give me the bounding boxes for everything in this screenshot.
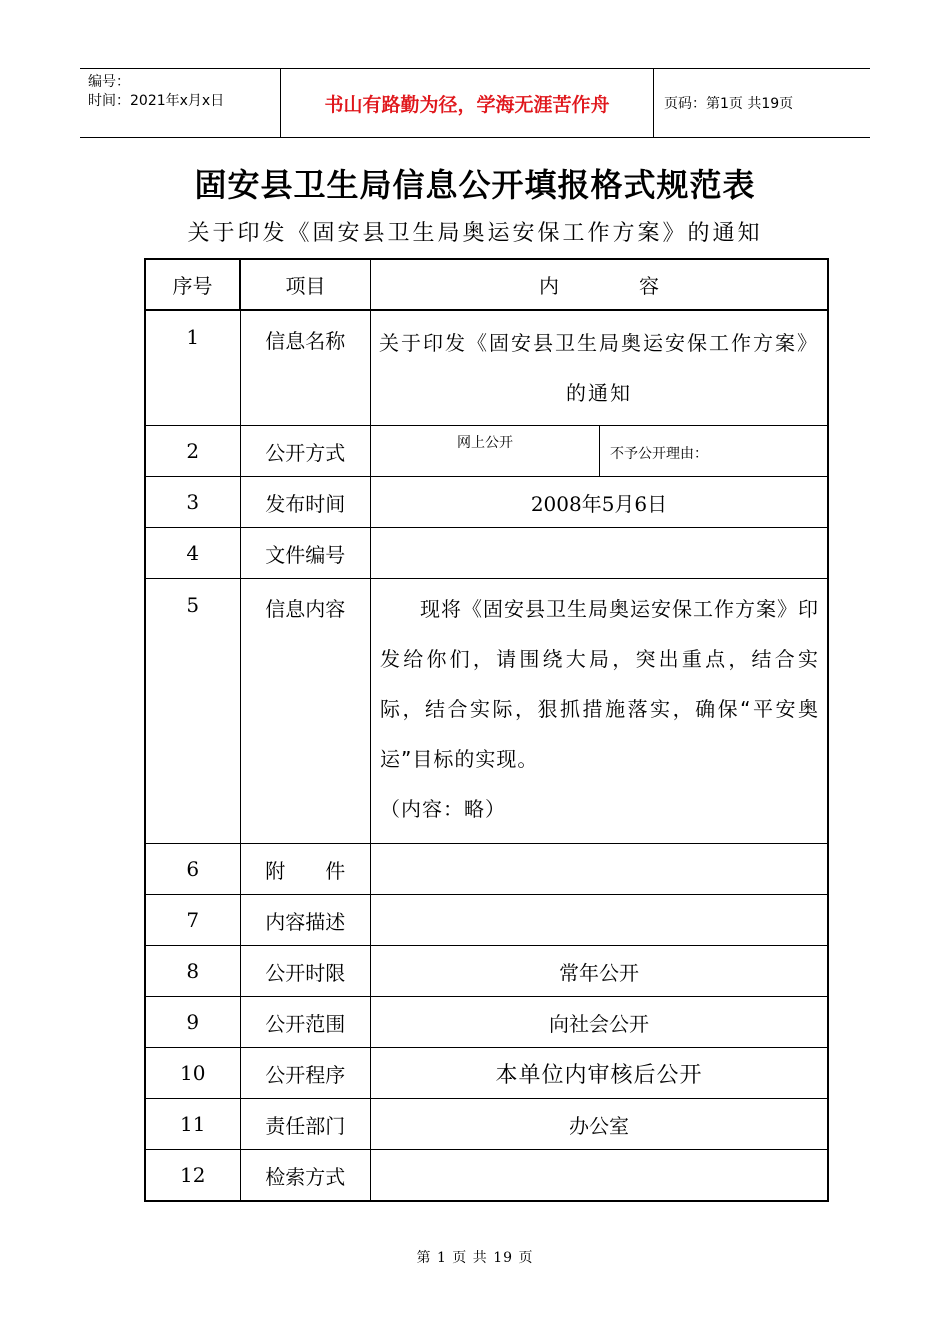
row-value xyxy=(371,528,829,579)
table-row xyxy=(145,946,828,997)
row-item: 发布时间 xyxy=(240,477,371,528)
table-row xyxy=(145,528,828,579)
table-row xyxy=(145,895,828,946)
row-item: 公开范围 xyxy=(240,997,371,1048)
row-no: 6 xyxy=(145,844,240,895)
header-item: 项目 xyxy=(240,259,371,310)
row-value-split xyxy=(371,426,829,477)
table-row xyxy=(145,1099,828,1150)
row-item: 内容描述 xyxy=(240,895,371,946)
row-value-reason: 不予公开理由： xyxy=(610,446,708,462)
table-row xyxy=(145,997,828,1048)
header-time-label: 时间：2021年x月x日 xyxy=(88,93,225,109)
row-value-content xyxy=(371,579,829,844)
row-value: 关于印发《固安县卫生局奥运安保工作方案》的通知 xyxy=(371,310,829,426)
table-row xyxy=(145,477,828,528)
header-number-label: 编号： xyxy=(88,74,130,90)
row-item: 文件编号 xyxy=(240,528,371,579)
table-row xyxy=(145,579,828,844)
document-header xyxy=(80,68,870,138)
info-disclosure-table xyxy=(144,258,829,1202)
row-value: 网上公开 xyxy=(371,426,600,476)
row-no: 3 xyxy=(145,477,240,528)
row-no: 5 xyxy=(145,579,240,844)
table-row xyxy=(145,310,828,426)
document-title: 固安县卫生局信息公开填报格式规范表 xyxy=(194,166,756,204)
row-no: 9 xyxy=(145,997,240,1048)
header-no: 序号 xyxy=(145,259,240,310)
row-item: 检索方式 xyxy=(240,1150,371,1202)
row-no: 10 xyxy=(145,1048,240,1099)
row-item: 附 件 xyxy=(240,844,371,895)
document-subtitle: 关于印发《固安县卫生局奥运安保工作方案》的通知 xyxy=(187,221,763,246)
row-value: 2008年5月6日 xyxy=(371,477,829,528)
row-item: 信息内容 xyxy=(240,579,371,844)
row-value: 本单位内审核后公开 xyxy=(371,1048,829,1099)
row-value: 现将《固安县卫生局奥运安保工作方案》印发给你们，请围绕大局，突出重点，结合实际，结合实际，狠抓措施落实，确保“平安奥运”目标的实现。 xyxy=(380,597,819,771)
table-row xyxy=(145,1150,828,1202)
row-item: 公开时限 xyxy=(240,946,371,997)
row-value xyxy=(371,844,829,895)
row-value: 常年公开 xyxy=(371,946,829,997)
row-value xyxy=(371,895,829,946)
header-page-info: 页码：第1页 共19页 xyxy=(664,96,794,112)
row-no: 11 xyxy=(145,1099,240,1150)
row-no: 8 xyxy=(145,946,240,997)
row-no: 7 xyxy=(145,895,240,946)
row-value: 办公室 xyxy=(371,1099,829,1150)
row-no: 4 xyxy=(145,528,240,579)
row-item: 公开方式 xyxy=(240,426,371,477)
row-item: 信息名称 xyxy=(240,310,371,426)
row-value: 向社会公开 xyxy=(371,997,829,1048)
header-content: 内 容 xyxy=(371,259,829,310)
header-motto: 书山有路勤为径，学海无涯苦作舟 xyxy=(281,69,654,137)
row-no: 1 xyxy=(145,310,240,426)
table-row xyxy=(145,844,828,895)
row-no: 12 xyxy=(145,1150,240,1202)
row-item: 责任部门 xyxy=(240,1099,371,1150)
header-meta xyxy=(80,69,281,137)
row-item: 公开程序 xyxy=(240,1048,371,1099)
table-row xyxy=(145,1048,828,1099)
table-row xyxy=(145,426,828,477)
row-value-note: （内容：略） xyxy=(380,797,506,821)
row-value xyxy=(371,1150,829,1202)
page-footer: 第 1 页 共 19 页 xyxy=(416,1250,534,1266)
row-no: 2 xyxy=(145,426,240,477)
table-header-row xyxy=(145,259,828,310)
